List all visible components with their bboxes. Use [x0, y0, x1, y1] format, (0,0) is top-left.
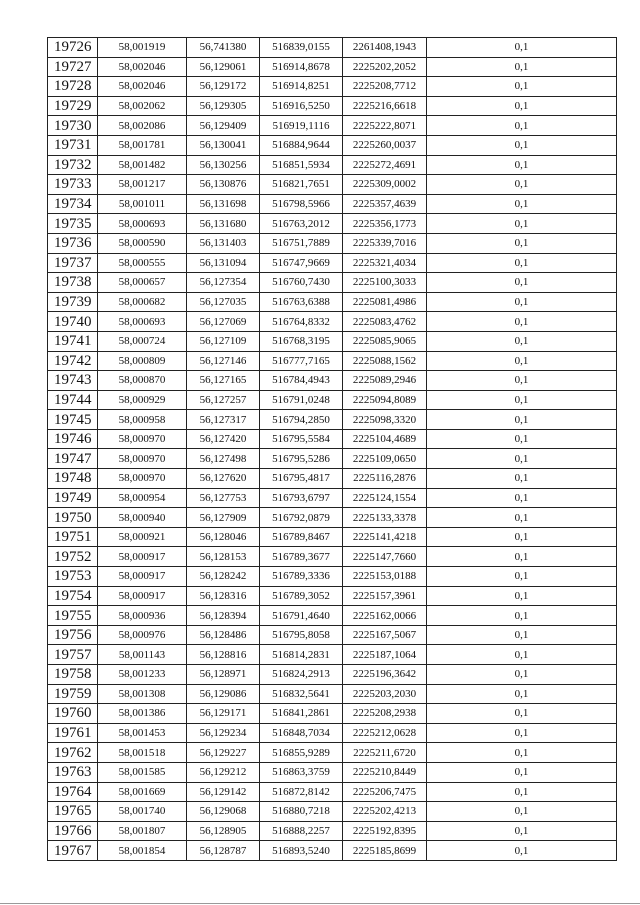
table-cell: 19760 [48, 704, 98, 724]
table-cell: 56,127420 [187, 429, 260, 449]
table-cell: 0,1 [427, 684, 617, 704]
table-cell: 516789,3052 [260, 586, 343, 606]
table-cell: 516789,3677 [260, 547, 343, 567]
table-row [48, 155, 617, 175]
table-cell: 516791,0248 [260, 390, 343, 410]
table-cell: 58,000970 [98, 469, 187, 489]
table-row [48, 449, 617, 469]
table-cell: 0,1 [427, 488, 617, 508]
table-cell: 0,1 [427, 449, 617, 469]
table-cell: 56,129212 [187, 762, 260, 782]
table-cell: 0,1 [427, 331, 617, 351]
table-cell: 2225357,4639 [343, 194, 427, 214]
table-cell: 516798,5966 [260, 194, 343, 214]
table-cell: 19737 [48, 253, 98, 273]
table-cell: 2225309,0002 [343, 175, 427, 195]
table-cell: 0,1 [427, 567, 617, 587]
table-cell: 2225098,3320 [343, 410, 427, 430]
table-row [48, 351, 617, 371]
table-cell: 58,000970 [98, 449, 187, 469]
table-row [48, 743, 617, 763]
table-row [48, 527, 617, 547]
table-cell: 0,1 [427, 371, 617, 391]
table-cell: 58,001669 [98, 782, 187, 802]
table-cell: 19753 [48, 567, 98, 587]
table-cell: 516777,7165 [260, 351, 343, 371]
table-cell: 2225081,4986 [343, 292, 427, 312]
table-cell: 19754 [48, 586, 98, 606]
table-cell: 0,1 [427, 606, 617, 626]
table-cell: 2225147,7660 [343, 547, 427, 567]
table-cell: 58,000917 [98, 567, 187, 587]
table-cell: 0,1 [427, 253, 617, 273]
table-cell: 56,129234 [187, 723, 260, 743]
table-cell: 58,000917 [98, 547, 187, 567]
table-row [48, 547, 617, 567]
table-cell: 19747 [48, 449, 98, 469]
table-row [48, 469, 617, 489]
table-cell: 56,129068 [187, 802, 260, 822]
table-cell: 0,1 [427, 547, 617, 567]
coordinates-table [47, 37, 617, 861]
table-row [48, 567, 617, 587]
table-cell: 19755 [48, 606, 98, 626]
table-cell: 2225211,6720 [343, 743, 427, 763]
table-cell: 58,000682 [98, 292, 187, 312]
table-cell: 0,1 [427, 723, 617, 743]
table-cell: 19745 [48, 410, 98, 430]
table-cell: 2225083,4762 [343, 312, 427, 332]
table-cell: 56,128316 [187, 586, 260, 606]
table-row [48, 645, 617, 665]
table-cell: 19730 [48, 116, 98, 136]
table-cell: 19729 [48, 96, 98, 116]
table-cell: 56,127165 [187, 371, 260, 391]
table-cell: 58,001740 [98, 802, 187, 822]
table-cell: 58,002046 [98, 77, 187, 97]
table-cell: 19750 [48, 508, 98, 528]
table-cell: 0,1 [427, 782, 617, 802]
table-cell: 19748 [48, 469, 98, 489]
table-cell: 2225208,2938 [343, 704, 427, 724]
table-cell: 56,127498 [187, 449, 260, 469]
table-cell: 56,130876 [187, 175, 260, 195]
table-row [48, 38, 617, 58]
table-cell: 19767 [48, 841, 98, 861]
table-cell: 19749 [48, 488, 98, 508]
table-cell: 19757 [48, 645, 98, 665]
table-cell: 0,1 [427, 351, 617, 371]
table-cell: 0,1 [427, 233, 617, 253]
table-cell: 516841,2861 [260, 704, 343, 724]
table-cell: 19732 [48, 155, 98, 175]
table-cell: 516863,3759 [260, 762, 343, 782]
table-cell: 516784,4943 [260, 371, 343, 391]
table-cell: 56,127257 [187, 390, 260, 410]
table-row [48, 135, 617, 155]
table-cell: 56,129142 [187, 782, 260, 802]
table-cell: 56,131094 [187, 253, 260, 273]
table-cell: 19739 [48, 292, 98, 312]
table-cell: 58,001386 [98, 704, 187, 724]
table-cell: 58,000970 [98, 429, 187, 449]
table-cell: 19734 [48, 194, 98, 214]
table-cell: 0,1 [427, 77, 617, 97]
table-cell: 19746 [48, 429, 98, 449]
table-row [48, 253, 617, 273]
table-cell: 56,129305 [187, 96, 260, 116]
table-cell: 516872,8142 [260, 782, 343, 802]
table-cell: 58,000724 [98, 331, 187, 351]
table-cell: 2225272,4691 [343, 155, 427, 175]
table-cell: 19756 [48, 625, 98, 645]
table-cell: 0,1 [427, 116, 617, 136]
table-row [48, 96, 617, 116]
table-cell: 2225133,3378 [343, 508, 427, 528]
table-cell: 516793,6797 [260, 488, 343, 508]
table-cell: 0,1 [427, 645, 617, 665]
table-cell: 58,001585 [98, 762, 187, 782]
table-cell: 58,001233 [98, 665, 187, 685]
table-cell: 19731 [48, 135, 98, 155]
table-cell: 2225153,0188 [343, 567, 427, 587]
table-cell: 516914,8251 [260, 77, 343, 97]
table-cell: 516916,5250 [260, 96, 343, 116]
table-cell: 516795,5584 [260, 429, 343, 449]
table-cell: 2225216,6618 [343, 96, 427, 116]
table-cell: 516760,7430 [260, 273, 343, 293]
table-row [48, 214, 617, 234]
table-cell: 56,127909 [187, 508, 260, 528]
table-cell: 516832,5641 [260, 684, 343, 704]
table-cell: 2225339,7016 [343, 233, 427, 253]
table-cell: 58,000954 [98, 488, 187, 508]
table-cell: 0,1 [427, 410, 617, 430]
table-cell: 19761 [48, 723, 98, 743]
table-row [48, 508, 617, 528]
table-cell: 58,002086 [98, 116, 187, 136]
table-cell: 516821,7651 [260, 175, 343, 195]
table-cell: 0,1 [427, 292, 617, 312]
table-cell: 56,127753 [187, 488, 260, 508]
table-cell: 0,1 [427, 273, 617, 293]
table-cell: 56,128971 [187, 665, 260, 685]
table-cell: 0,1 [427, 762, 617, 782]
table-cell: 0,1 [427, 214, 617, 234]
table-cell: 2225202,4213 [343, 802, 427, 822]
table-row [48, 233, 617, 253]
table-cell: 56,128153 [187, 547, 260, 567]
table-cell: 0,1 [427, 194, 617, 214]
table-cell: 516893,5240 [260, 841, 343, 861]
table-cell: 58,001011 [98, 194, 187, 214]
table-cell: 19764 [48, 782, 98, 802]
table-cell: 0,1 [427, 802, 617, 822]
table-cell: 516814,2831 [260, 645, 343, 665]
table-cell: 2225187,1064 [343, 645, 427, 665]
table-cell: 56,129172 [187, 77, 260, 97]
table-cell: 516795,8058 [260, 625, 343, 645]
table-cell: 56,128787 [187, 841, 260, 861]
table-row [48, 606, 617, 626]
table-cell: 0,1 [427, 508, 617, 528]
table-cell: 56,129409 [187, 116, 260, 136]
table-cell: 56,129061 [187, 57, 260, 77]
table-cell: 19726 [48, 38, 98, 58]
table-cell: 58,000917 [98, 586, 187, 606]
table-cell: 0,1 [427, 743, 617, 763]
table-cell: 56,129171 [187, 704, 260, 724]
table-cell: 0,1 [427, 155, 617, 175]
table-cell: 2225141,4218 [343, 527, 427, 547]
table-cell: 56,130041 [187, 135, 260, 155]
table-cell: 2225192,8395 [343, 821, 427, 841]
table-cell: 56,128242 [187, 567, 260, 587]
table-cell: 0,1 [427, 390, 617, 410]
table-cell: 516789,3336 [260, 567, 343, 587]
table-cell: 516764,8332 [260, 312, 343, 332]
table-row [48, 57, 617, 77]
table-cell: 58,000976 [98, 625, 187, 645]
table-cell: 2225167,5067 [343, 625, 427, 645]
table-cell: 56,129227 [187, 743, 260, 763]
table-cell: 0,1 [427, 665, 617, 685]
table-cell: 516914,8678 [260, 57, 343, 77]
table-cell: 0,1 [427, 841, 617, 861]
table-row [48, 175, 617, 195]
table-cell: 516880,7218 [260, 802, 343, 822]
table-cell: 2225210,8449 [343, 762, 427, 782]
table-row [48, 762, 617, 782]
table-cell: 19752 [48, 547, 98, 567]
table-cell: 58,001482 [98, 155, 187, 175]
table-cell: 58,000921 [98, 527, 187, 547]
table-cell: 2225206,7475 [343, 782, 427, 802]
table-cell: 56,127317 [187, 410, 260, 430]
table-cell: 19735 [48, 214, 98, 234]
table-cell: 516747,9669 [260, 253, 343, 273]
table-row [48, 116, 617, 136]
table-cell: 19762 [48, 743, 98, 763]
table-cell: 2225260,0037 [343, 135, 427, 155]
table-cell: 19763 [48, 762, 98, 782]
table-cell: 0,1 [427, 429, 617, 449]
table-cell: 58,000555 [98, 253, 187, 273]
table-row [48, 410, 617, 430]
table-cell: 2225162,0066 [343, 606, 427, 626]
table-row [48, 841, 617, 861]
table-cell: 58,001807 [98, 821, 187, 841]
table-cell: 58,000936 [98, 606, 187, 626]
table-cell: 58,001453 [98, 723, 187, 743]
table-cell: 58,001854 [98, 841, 187, 861]
table-cell: 2225222,8071 [343, 116, 427, 136]
table-row [48, 371, 617, 391]
table-row [48, 273, 617, 293]
table-cell: 19744 [48, 390, 98, 410]
table-cell: 516751,7889 [260, 233, 343, 253]
table-cell: 19740 [48, 312, 98, 332]
table-cell: 58,000693 [98, 214, 187, 234]
table-cell: 56,131403 [187, 233, 260, 253]
table-cell: 58,001143 [98, 645, 187, 665]
table-cell: 516763,2012 [260, 214, 343, 234]
coordinates-table-body [48, 38, 617, 861]
table-cell: 2225104,4689 [343, 429, 427, 449]
table-cell: 56,130256 [187, 155, 260, 175]
table-row [48, 684, 617, 704]
table-row [48, 821, 617, 841]
table-cell: 2225089,2946 [343, 371, 427, 391]
table-cell: 19733 [48, 175, 98, 195]
table-cell: 56,127069 [187, 312, 260, 332]
table-cell: 58,001518 [98, 743, 187, 763]
table-cell: 516795,5286 [260, 449, 343, 469]
table-cell: 0,1 [427, 96, 617, 116]
table-cell: 58,001919 [98, 38, 187, 58]
table-row [48, 488, 617, 508]
table-cell: 56,127109 [187, 331, 260, 351]
table-cell: 0,1 [427, 586, 617, 606]
table-cell: 58,000929 [98, 390, 187, 410]
table-cell: 56,127620 [187, 469, 260, 489]
table-cell: 56,128046 [187, 527, 260, 547]
table-cell: 19738 [48, 273, 98, 293]
table-cell: 516855,9289 [260, 743, 343, 763]
table-cell: 2225094,8089 [343, 390, 427, 410]
table-cell: 516839,0155 [260, 38, 343, 58]
table-cell: 19727 [48, 57, 98, 77]
table-cell: 0,1 [427, 312, 617, 332]
table-cell: 56,127354 [187, 273, 260, 293]
table-cell: 56,127035 [187, 292, 260, 312]
table-cell: 2225124,1554 [343, 488, 427, 508]
table-cell: 2225203,2030 [343, 684, 427, 704]
table-cell: 19742 [48, 351, 98, 371]
table-cell: 2225208,7712 [343, 77, 427, 97]
table-cell: 516884,9644 [260, 135, 343, 155]
table-cell: 516888,2257 [260, 821, 343, 841]
table-cell: 516919,1116 [260, 116, 343, 136]
table-cell: 2225321,4034 [343, 253, 427, 273]
table-row [48, 586, 617, 606]
table-cell: 58,000940 [98, 508, 187, 528]
table-cell: 0,1 [427, 527, 617, 547]
table-cell: 56,128816 [187, 645, 260, 665]
table-cell: 58,000657 [98, 273, 187, 293]
table-cell: 2225116,2876 [343, 469, 427, 489]
table-row [48, 782, 617, 802]
table-cell: 58,000809 [98, 351, 187, 371]
table-cell: 516792,0879 [260, 508, 343, 528]
table-cell: 56,129086 [187, 684, 260, 704]
table-cell: 19751 [48, 527, 98, 547]
table-cell: 19758 [48, 665, 98, 685]
table-cell: 516795,4817 [260, 469, 343, 489]
table-cell: 58,000693 [98, 312, 187, 332]
table-row [48, 625, 617, 645]
table-cell: 2225109,0650 [343, 449, 427, 469]
table-cell: 56,741380 [187, 38, 260, 58]
table-cell: 58,002046 [98, 57, 187, 77]
table-cell: 0,1 [427, 57, 617, 77]
table-cell: 56,128394 [187, 606, 260, 626]
table-cell: 2225157,3961 [343, 586, 427, 606]
table-cell: 19728 [48, 77, 98, 97]
table-cell: 2261408,1943 [343, 38, 427, 58]
table-cell: 516851,5934 [260, 155, 343, 175]
table-cell: 58,001217 [98, 175, 187, 195]
table-cell: 58,002062 [98, 96, 187, 116]
table-cell: 19743 [48, 371, 98, 391]
bottom-page-edge [0, 903, 640, 904]
table-cell: 56,131680 [187, 214, 260, 234]
table-cell: 516794,2850 [260, 410, 343, 430]
table-cell: 516763,6388 [260, 292, 343, 312]
table-cell: 516789,8467 [260, 527, 343, 547]
table-cell: 58,000590 [98, 233, 187, 253]
table-cell: 19765 [48, 802, 98, 822]
table-row [48, 390, 617, 410]
table-cell: 19741 [48, 331, 98, 351]
table-cell: 19766 [48, 821, 98, 841]
table-cell: 0,1 [427, 135, 617, 155]
table-cell: 0,1 [427, 821, 617, 841]
table-cell: 58,000870 [98, 371, 187, 391]
table-cell: 516848,7034 [260, 723, 343, 743]
table-cell: 2225196,3642 [343, 665, 427, 685]
table-cell: 2225085,9065 [343, 331, 427, 351]
table-row [48, 292, 617, 312]
table-cell: 58,000958 [98, 410, 187, 430]
table-row [48, 723, 617, 743]
table-row [48, 77, 617, 97]
table-cell: 0,1 [427, 38, 617, 58]
table-cell: 56,128486 [187, 625, 260, 645]
table-cell: 0,1 [427, 704, 617, 724]
coordinates-table-container [47, 37, 616, 861]
table-cell: 2225100,3033 [343, 273, 427, 293]
table-cell: 19759 [48, 684, 98, 704]
table-cell: 56,131698 [187, 194, 260, 214]
table-cell: 516768,3195 [260, 331, 343, 351]
table-cell: 58,001308 [98, 684, 187, 704]
table-row [48, 802, 617, 822]
table-row [48, 665, 617, 685]
table-row [48, 429, 617, 449]
table-row [48, 704, 617, 724]
table-row [48, 194, 617, 214]
table-row [48, 331, 617, 351]
table-cell: 2225202,2052 [343, 57, 427, 77]
table-cell: 516791,4640 [260, 606, 343, 626]
table-cell: 2225212,0628 [343, 723, 427, 743]
table-cell: 0,1 [427, 469, 617, 489]
table-cell: 56,127146 [187, 351, 260, 371]
table-cell: 2225088,1562 [343, 351, 427, 371]
table-cell: 2225356,1773 [343, 214, 427, 234]
table-cell: 516824,2913 [260, 665, 343, 685]
table-cell: 2225185,8699 [343, 841, 427, 861]
table-cell: 0,1 [427, 625, 617, 645]
table-cell: 58,001781 [98, 135, 187, 155]
table-cell: 19736 [48, 233, 98, 253]
table-row [48, 312, 617, 332]
table-cell: 56,128905 [187, 821, 260, 841]
table-cell: 0,1 [427, 175, 617, 195]
